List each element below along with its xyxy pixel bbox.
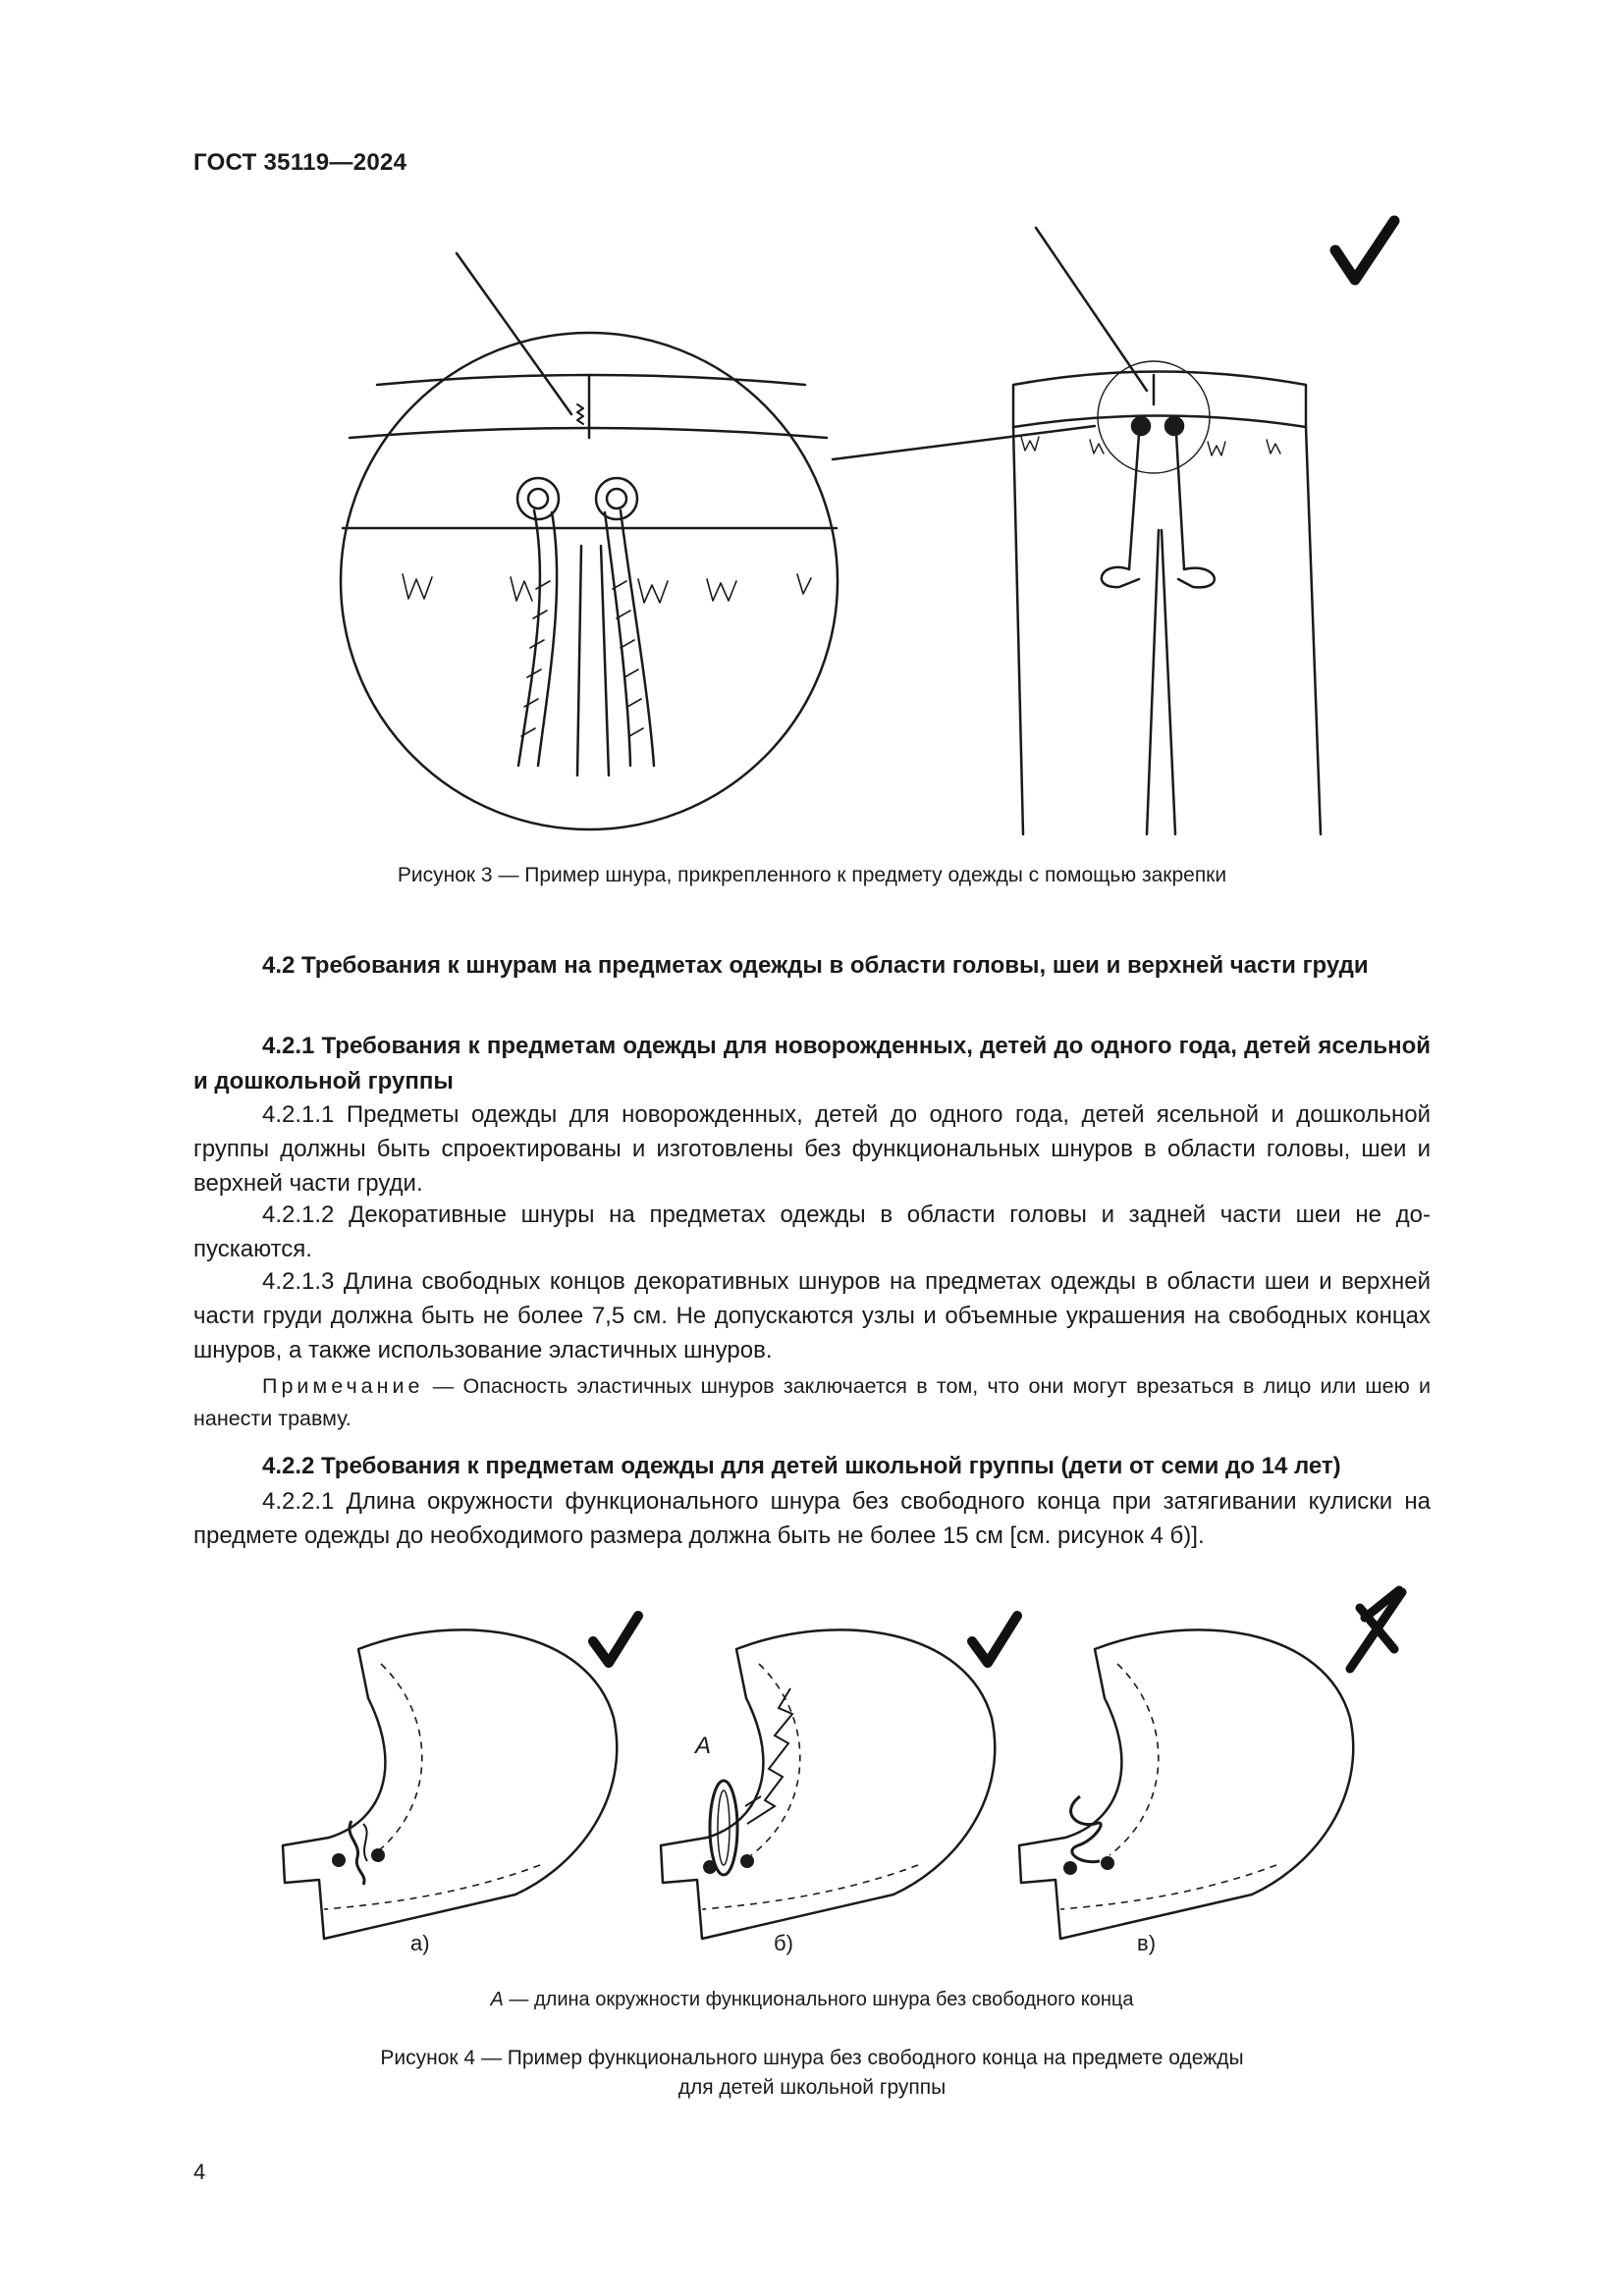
hood-variant-b <box>661 1629 995 1939</box>
paragraph-4-2-2-1: 4.2.2.1 Длина окружности функционального шнура без свободного конца при затягивании кулиски на предмете одежды до необходимого размера должна быть не более 15 см [см. рисунок 4 б)]. <box>193 1488 1431 1549</box>
page-number: 4 <box>193 2160 206 2184</box>
label-a: а) <box>410 1931 430 1955</box>
note-block <box>193 1370 1431 1435</box>
figure-4-legend <box>193 1989 1431 2011</box>
section-4-2-2-title: 4.2.2 Требования к предметам одежды для детей школьной группы (дети от семи до 14 лет) <box>262 1453 1341 1479</box>
paragraph-4-2-1-1: 4.2.1.1 Предметы одежды для новорожденных, детей до одного года, детей ясельной и дошкольной группы должны быть спроектированы и изготовлены без функциональных шнуров в области головы, шеи и верхней части груди. <box>193 1101 1431 1197</box>
paragraph-4-2-1-2: 4.2.1.2 Декоративные шнуры на предметах одежды в области головы и задней части шеи не допускаются. <box>193 1201 1431 1262</box>
check-mark-icon-b <box>972 1616 1017 1663</box>
check-mark-icon <box>1335 221 1394 280</box>
document-header: ГОСТ 35119—2024 <box>193 149 407 176</box>
figure-4-caption-line1: Рисунок 4 — Пример функционального шнура без свободного конца на предмете одежды <box>380 2047 1244 2069</box>
figure-3-caption: Рисунок 3 — Пример шнура, прикрепленного к предмету одежды с помощью закрепки <box>397 864 1227 886</box>
section-4-2-1-title: 4.2.1 Требования к предметам одежды для новорожденных, детей до одного года, детей ясельной и дошкольной группы <box>193 1033 1431 1095</box>
check-mark-icon-a <box>593 1616 638 1663</box>
label-c: в) <box>1137 1931 1157 1955</box>
legend-letter: A <box>490 1989 504 2010</box>
hood-variant-c <box>1019 1629 1353 1939</box>
note-text: — Опасность эластичных шнуров заключается в том, что они могут врезаться в лицо или шею и нанести травму. <box>193 1374 1431 1430</box>
legend-text: — длина окружности функционального шнура без свободного конца <box>503 1989 1134 2010</box>
label-b: б) <box>774 1931 793 1955</box>
marker-A: A <box>695 1733 712 1759</box>
trousers-outline <box>1013 372 1306 428</box>
section-4-2-title: 4.2 Требования к шнурам на предметах одежды в области головы, шеи и верхней части груди <box>262 952 1369 979</box>
note-label: Примечание <box>262 1374 424 1398</box>
hood-variant-a <box>283 1629 617 1939</box>
figure-4-illustration <box>0 1580 1624 1944</box>
cross-mark-icon <box>1350 1590 1402 1669</box>
figure-4-caption-line2: для детей школьной группы <box>677 2076 947 2099</box>
figure-4-caption <box>193 2044 1431 2103</box>
figure-3-illustration <box>0 0 1624 864</box>
paragraph-4-2-1-3: 4.2.1.3 Длина свободных концов декоративных шнуров на предметах одежды в области шеи и верхней части груди должна быть не более 7,5 см. Не допускаются узлы и объемные украшения на свободных концах шнуров, а также использование эластичных шнуров. <box>193 1268 1431 1363</box>
